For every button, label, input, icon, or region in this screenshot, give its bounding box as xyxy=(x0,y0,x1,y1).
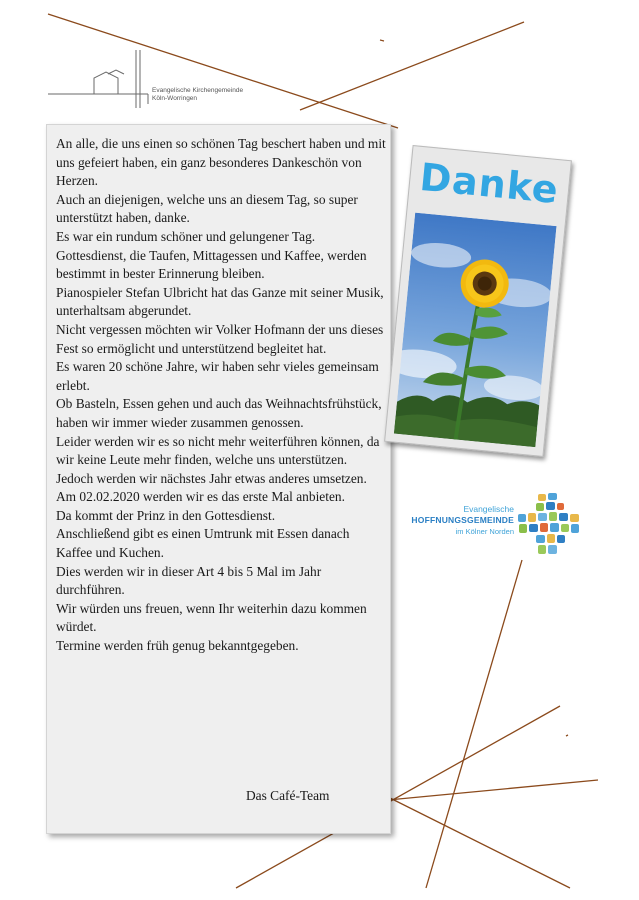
deco-line xyxy=(566,735,568,736)
letter-paragraph: Es waren 20 schöne Jahre, wir haben sehr vieles gemeinsam erlebt. xyxy=(56,359,379,393)
church-logo xyxy=(48,44,258,114)
letter-body xyxy=(56,135,386,656)
deco-line xyxy=(388,780,598,800)
letter-paragraph: Dies werden wir in dieser Art 4 bis 5 Mal im Jahr durchführen. xyxy=(56,563,322,598)
church-logo-line1: Evangelische Kirchengemeinde xyxy=(152,87,244,94)
thanks-card-frame xyxy=(384,145,572,457)
letter-paragraph: An alle, die uns einen so schönen Tag beschert haben und mit uns gefeiert haben, ein ganz besonderes Dankeschön von Herzen. xyxy=(56,136,386,189)
hoffnungsgemeinde-line2: HOFFNUNGSGEMEINDE xyxy=(411,515,514,525)
letter-paragraph: Jedoch werden wir nächstes Jahr etwas anderes umsetzen. xyxy=(56,470,367,486)
letter-paragraph: Am 02.02.2020 werden wir es das erste Mal anbieten. xyxy=(56,489,345,505)
letter-signature: Das Café-Team xyxy=(246,788,330,803)
letter-paragraph: Anschließend gibt es einen Umtrunk mit Essen danach Kaffee und Kuchen. xyxy=(56,526,350,561)
letter-paragraph: Es war ein rundum schöner und gelungener Tag. Gottesdienst, die Taufen, Mittagessen und Kaffee, werden bestimmt in bester Erinnerung bleiben. xyxy=(56,228,367,282)
church-logo-name xyxy=(152,87,243,103)
letter-paragraph: Ob Basteln, Essen gehen und auch das Weihnachtsfrühstück, haben wir immer wieder zusammen genossen. xyxy=(56,396,382,430)
hoffnungsgemeinde-logo xyxy=(400,488,590,558)
deco-line xyxy=(380,40,384,41)
letter-paragraph: Leider werden wir es so nicht mehr weiterführen können, da wir keine Leute mehr finden, welche uns unterstützen. xyxy=(56,433,380,468)
hoffnungsgemeinde-line3: im Kölner Norden xyxy=(455,527,514,536)
deco-line xyxy=(390,798,570,888)
letter-box xyxy=(46,124,391,834)
church-logo-line2: Köln-Worringen xyxy=(152,95,198,102)
deco-line xyxy=(426,560,522,888)
mosaic-cross-icon xyxy=(516,492,582,558)
letter-paragraph: Pianospieler Stefan Ulbricht hat das Ganze mit seiner Musik, unterhaltsam abgerundet. xyxy=(56,284,384,319)
letter-paragraph: Da kommt der Prinz in den Gottesdienst. xyxy=(56,507,276,523)
letter-paragraph: Nicht vergessen möchten wir Volker Hofmann der uns dieses Fest so ermöglicht und unterstützend begleitet hat. xyxy=(56,321,384,356)
letter-paragraph: Termine werden früh genug bekanntgegeben. xyxy=(56,638,299,654)
letter-paragraph: Wir würden uns freuen, wenn Ihr weiterhin dazu kommen würdet. xyxy=(56,600,367,635)
church-building-icon xyxy=(48,44,258,114)
hoffnungsgemeinde-line1: Evangelische xyxy=(463,504,514,514)
letter-paragraph: Auch an diejenigen, welche uns an diesem Tag, so super unterstützt haben, danke. xyxy=(56,191,358,226)
thanks-card xyxy=(384,145,572,457)
thanks-card-title: Danke xyxy=(417,154,561,213)
deco-line xyxy=(300,22,524,110)
sunflower-photo xyxy=(394,213,557,448)
